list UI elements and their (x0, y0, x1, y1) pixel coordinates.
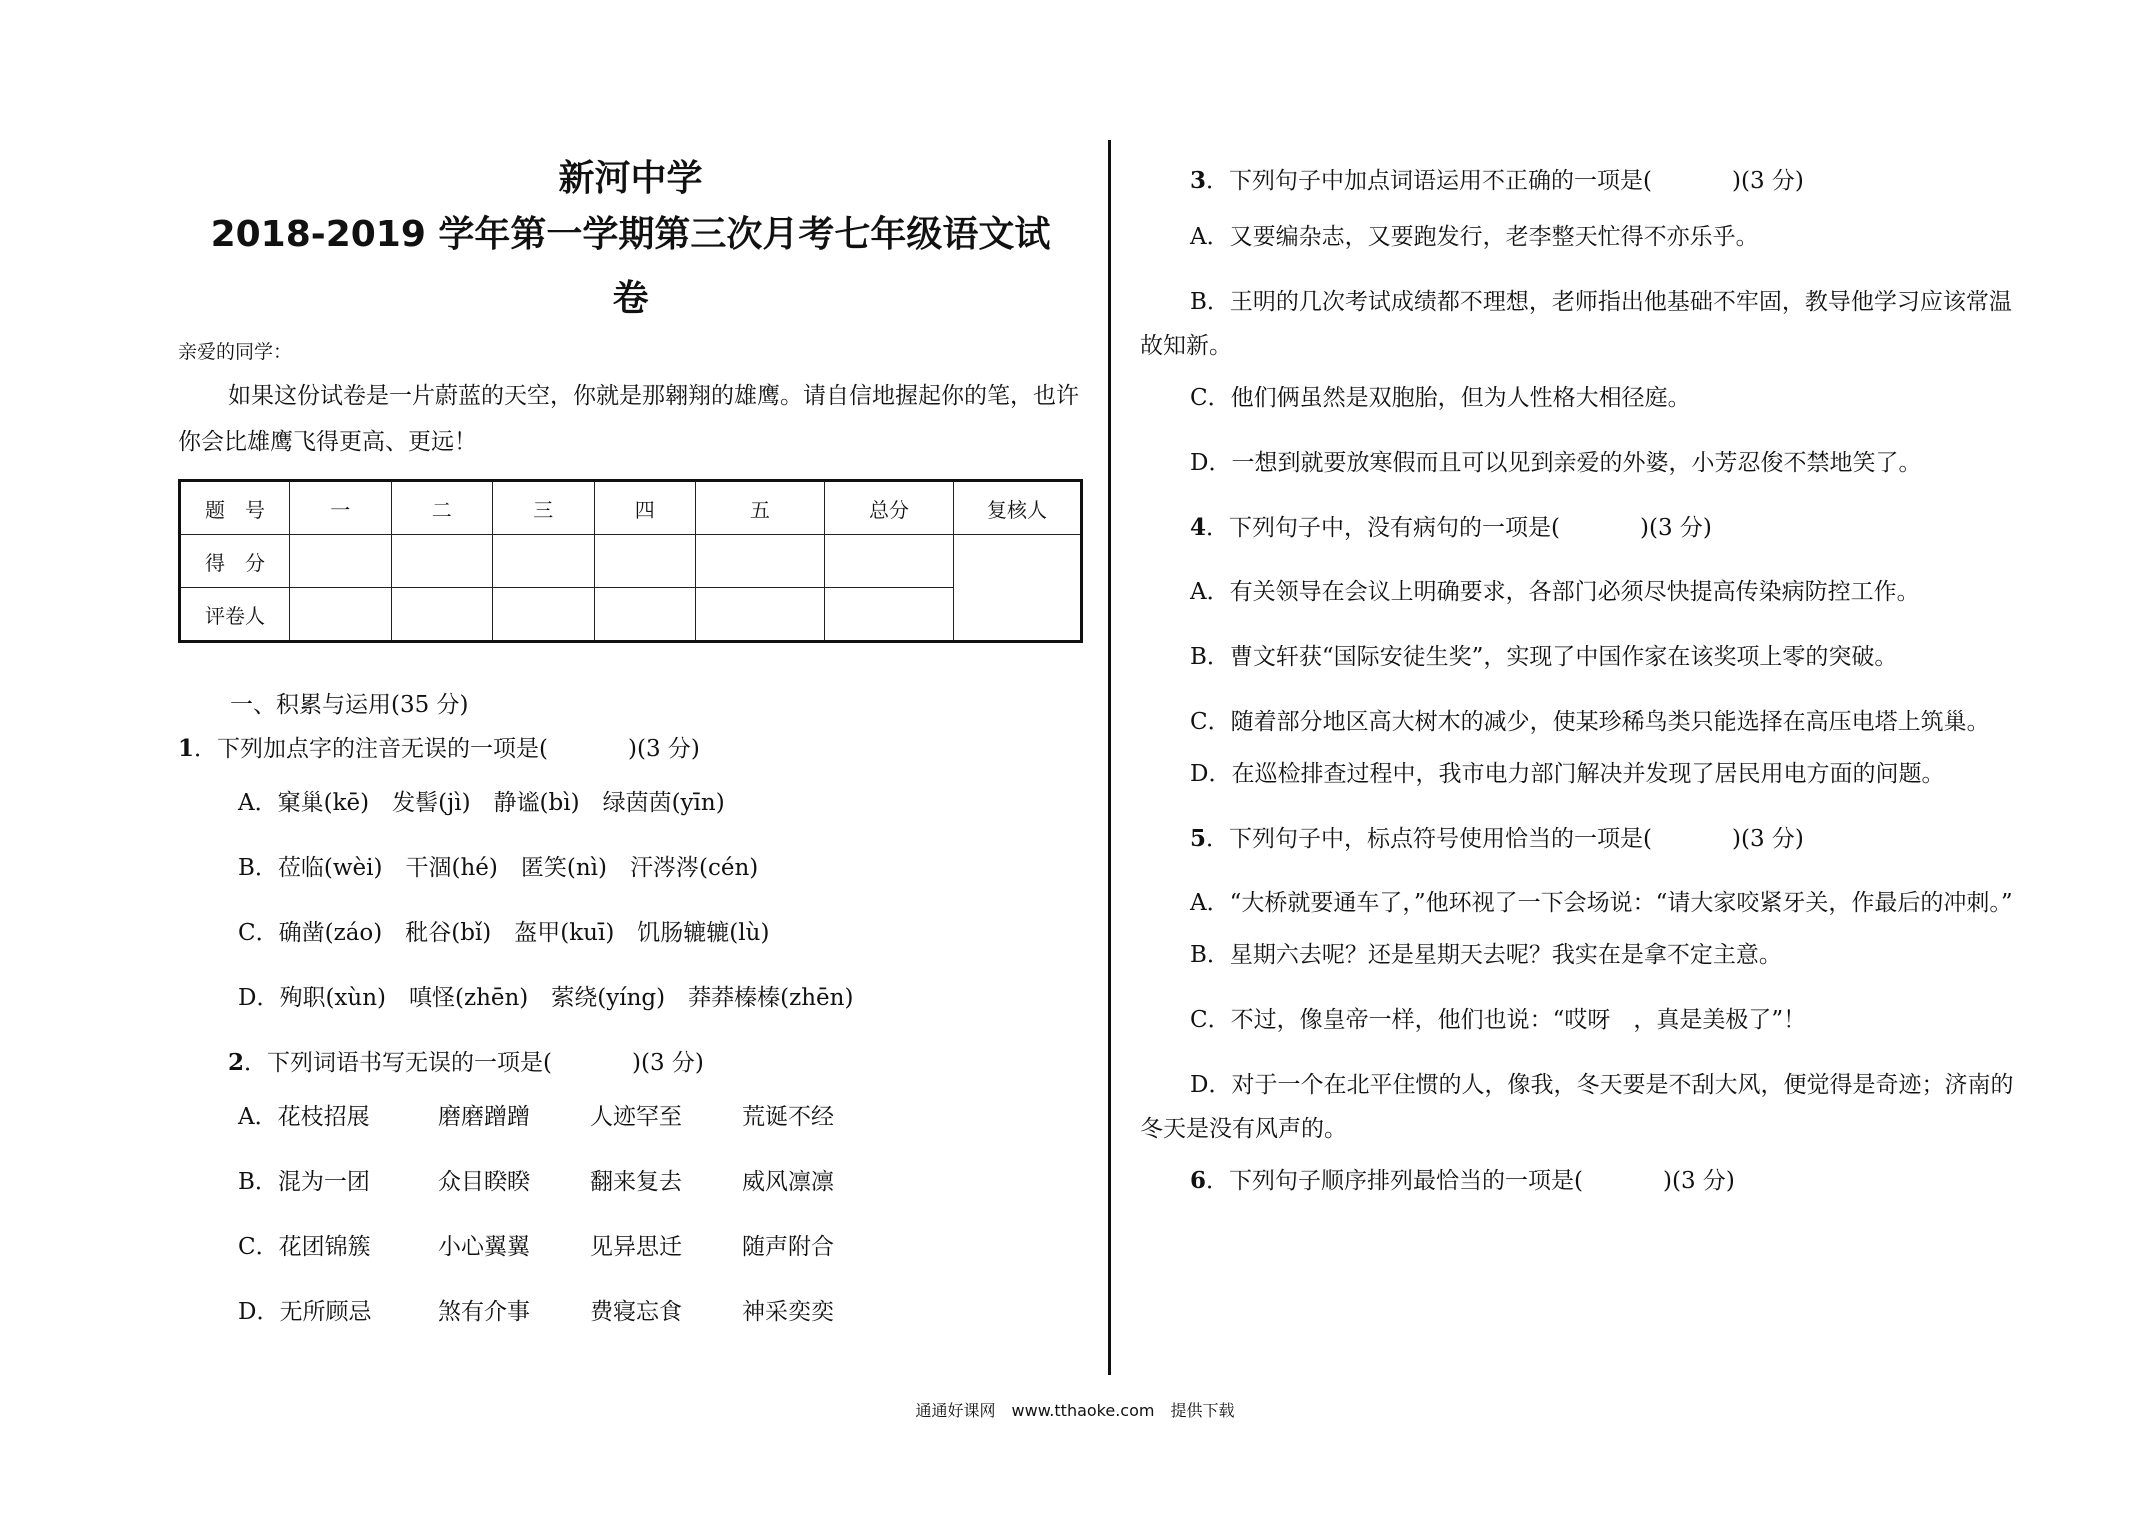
option-a (178, 1085, 1083, 1150)
question-3 (1140, 159, 2025, 203)
score-cell[interactable] (290, 535, 392, 588)
option-d: D．对于一个在北平住惯的人，像我，冬天要是不刮大风，便觉得是奇迹；济南的冬天是没有风声的。 (1140, 1072, 2014, 1142)
option-c: C．他们俩虽然是双胞胎，但为人性格大相径庭。 (1190, 385, 1691, 411)
question-stem: ．下列词语书写无误的一项是( (244, 1050, 552, 1076)
question-stem: ．下列句子顺序排列最恰当的一项是( (1206, 1168, 1583, 1194)
option-c: C．不过，像皇帝一样，他们也说：“哎呀 ，真是美极了”！ (1190, 1007, 1807, 1033)
grader-cell[interactable] (391, 588, 493, 642)
score-cell[interactable] (391, 535, 493, 588)
option-b: B．莅临(wèi) 干涸(hé) 匿笑(nì) 汗涔涔(cén) (238, 855, 759, 881)
question-score: )(3 分) (1640, 515, 1712, 541)
exam-title-line1: 2018-2019 学年第一学期第三次月考七年级语文试 (210, 214, 1051, 255)
col-header-1: 一 (290, 481, 392, 535)
question-score: )(3 分) (628, 736, 700, 762)
option-b (178, 1150, 1083, 1215)
option-word: 翻来复去 (590, 1169, 682, 1195)
col-header-5: 五 (696, 481, 825, 535)
exam-title-line2: 卷 (612, 278, 649, 319)
option-word: B．混为一团 (238, 1169, 370, 1195)
option-word: 人迹罕至 (590, 1104, 682, 1130)
row-header-score: 得 分 (180, 535, 290, 588)
grader-cell[interactable] (696, 588, 825, 642)
option-b: B．曹文轩获“国际安徒生奖”，实现了中国作家在该奖项上零的突破。 (1190, 644, 1898, 670)
col-header-4: 四 (594, 481, 696, 535)
grader-cell[interactable] (493, 588, 595, 642)
option-word: 神采奕奕 (742, 1299, 834, 1325)
col-header-reviewer: 复核人 (954, 481, 1082, 535)
question-score: )(3 分) (1732, 168, 1804, 194)
option-word: 荒诞不经 (742, 1104, 834, 1130)
option-b: B．王明的几次考试成绩都不理想，老师指出他基础不牢固，教导他学习应该常温故知新。 (1140, 289, 2012, 359)
option-a: A．窠巢(kē) 发髻(jì) 静谧(bì) 绿茵茵(yīn) (238, 790, 725, 816)
score-table-grader-row (180, 588, 1082, 642)
left-column (178, 145, 1083, 1345)
question-score: )(3 分) (632, 1050, 704, 1076)
score-table-header-row (180, 481, 1082, 535)
question-number: 5 (1190, 825, 1207, 852)
question-4 (1140, 506, 2025, 550)
option-word: C．花团锦簇 (238, 1234, 371, 1260)
grader-cell[interactable] (594, 588, 696, 642)
greeting: 亲爱的同学： (178, 341, 293, 363)
row-header-grader: 评卷人 (180, 588, 290, 642)
score-cell[interactable] (594, 535, 696, 588)
option-c (178, 1215, 1083, 1280)
option-a: A．有关领导在会议上明确要求，各部门必须尽快提高传染病防控工作。 (1190, 579, 1920, 605)
question-score: )(3 分) (1663, 1168, 1735, 1194)
grader-cell[interactable] (290, 588, 392, 642)
right-column (1140, 145, 2025, 1203)
option-word: D．无所顾忌 (238, 1299, 372, 1325)
option-word: 众目睽睽 (438, 1169, 530, 1195)
question-score: )(3 分) (1732, 826, 1804, 852)
total-score-cell[interactable] (825, 535, 954, 588)
option-word: 煞有介事 (438, 1299, 530, 1325)
option-d (178, 1280, 1083, 1345)
question-number: 3 (1190, 167, 1207, 194)
column-divider (1108, 140, 1111, 1375)
question-1 (178, 727, 1083, 771)
score-cell[interactable] (493, 535, 595, 588)
option-word: 随声附合 (742, 1234, 834, 1260)
question-6 (1140, 1159, 2025, 1203)
question-2 (178, 1041, 1083, 1085)
question-stem: ．下列加点字的注音无误的一项是( (194, 736, 548, 762)
option-word: 磨磨蹭蹭 (438, 1104, 530, 1130)
grader-cell[interactable] (825, 588, 954, 642)
question-5 (1140, 817, 2025, 861)
school-name: 新河中学 (558, 158, 703, 199)
score-cell[interactable] (696, 535, 825, 588)
option-c: C．确凿(záo) 秕谷(bǐ) 盔甲(kuī) 饥肠辘辘(lù) (238, 920, 770, 946)
score-table (178, 479, 1083, 643)
intro-paragraph: 如果这份试卷是一片蔚蓝的天空，你就是那翱翔的雄鹰。请自信地握起你的笔，也许你会比雄鹰飞得更高、更远！ (178, 383, 1079, 455)
option-b: B．星期六去呢？还是星期天去呢？我实在是拿不定主意。 (1190, 942, 1782, 968)
question-stem: ．下列句子中，没有病句的一项是( (1206, 515, 1560, 541)
option-a: A．又要编杂志，又要跑发行，老李整天忙得不亦乐乎。 (1190, 224, 1759, 250)
row-header-question-no: 题 号 (180, 481, 290, 535)
option-d: D．殉职(xùn) 嗔怪(zhēn) 萦绕(yíng) 莽莽榛榛(zhēn) (238, 985, 854, 1011)
question-number: 6 (1190, 1167, 1207, 1194)
footer-source: 通通好课网 www.tthaoke.com 提供下载 (915, 1401, 1235, 1420)
col-header-total: 总分 (825, 481, 954, 535)
question-stem: ．下列句子中，标点符号使用恰当的一项是( (1206, 826, 1652, 852)
option-word: 小心翼翼 (438, 1234, 530, 1260)
option-word: 费寝忘食 (590, 1299, 682, 1325)
option-d: D．在巡检排查过程中，我市电力部门解决并发现了居民用电方面的问题。 (1190, 761, 1945, 787)
option-word: 见异思迁 (590, 1234, 682, 1260)
question-number: 1 (178, 735, 195, 762)
option-a: A．“大桥就要通车了，”他环视了一下会场说：“请大家咬紧牙关，作最后的冲刺。” (1190, 890, 2013, 916)
question-stem: ．下列句子中加点词语运用不正确的一项是( (1206, 168, 1652, 194)
reviewer-cell[interactable] (954, 535, 1082, 642)
option-word: A．花枝招展 (238, 1104, 370, 1130)
question-number: 2 (228, 1049, 245, 1076)
col-header-2: 二 (391, 481, 493, 535)
col-header-3: 三 (493, 481, 595, 535)
option-word: 威风凛凛 (742, 1169, 834, 1195)
score-table-score-row (180, 535, 1082, 588)
section-heading: 一、积累与运用(35 分) (230, 692, 469, 718)
option-d: D．一想到就要放寒假而且可以见到亲爱的外婆，小芳忍俊不禁地笑了。 (1190, 450, 1922, 476)
question-number: 4 (1190, 514, 1207, 541)
option-c: C．随着部分地区高大树木的减少，使某珍稀鸟类只能选择在高压电塔上筑巢。 (1190, 709, 1990, 735)
